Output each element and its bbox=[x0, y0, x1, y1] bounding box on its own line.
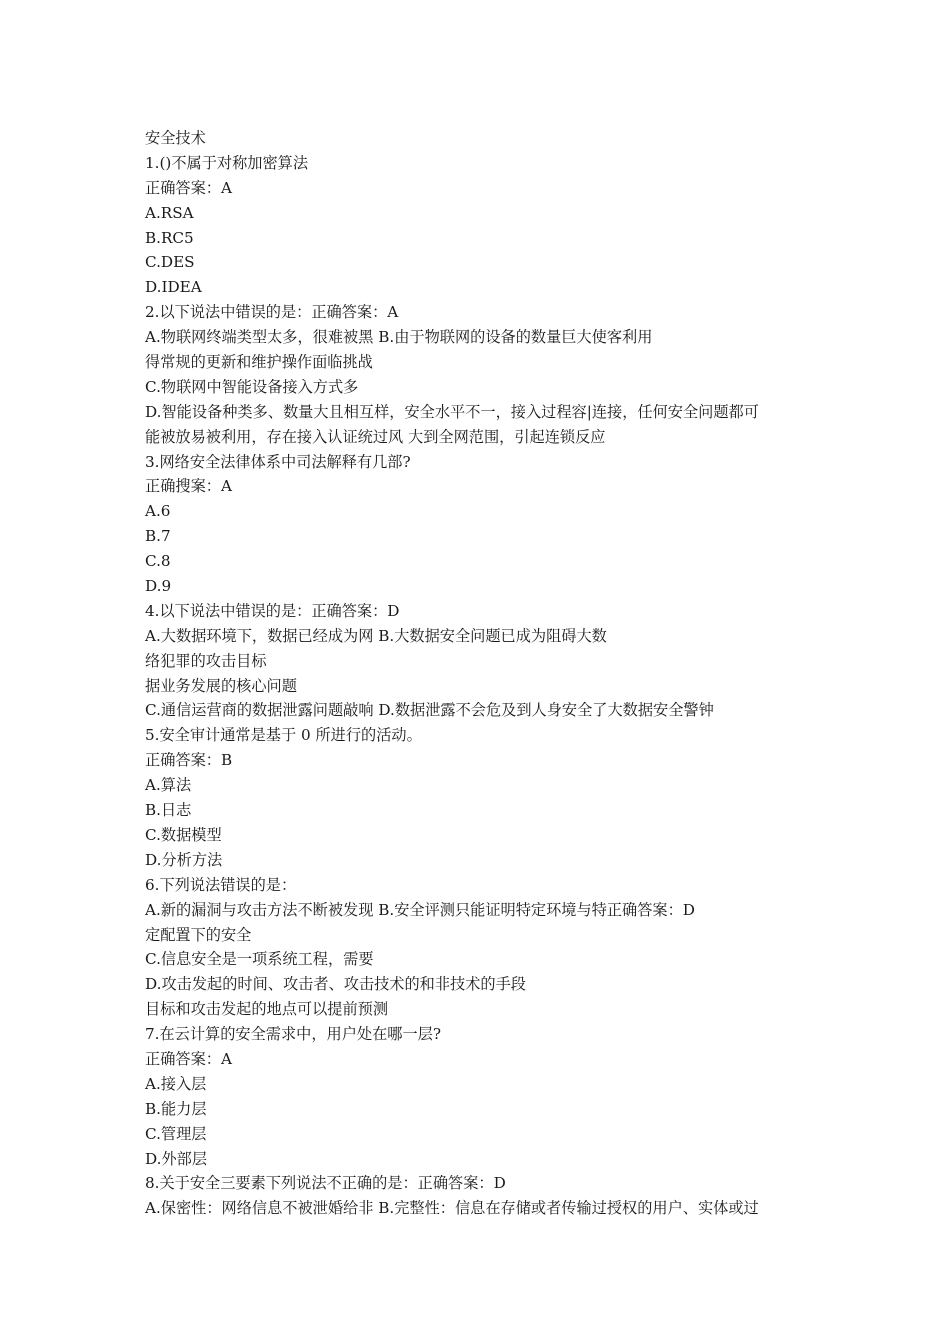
option-line: D.分析方法 bbox=[145, 850, 223, 869]
document-title: 安全技术 bbox=[145, 129, 206, 147]
document-body bbox=[145, 126, 825, 1221]
question-5: 5.安全审计通常是基于 0 所进行的活动。 bbox=[145, 726, 422, 745]
question-4: 4.以下说法中错误的是：正确答案：D bbox=[145, 601, 400, 620]
option-line: A.大数据环境下，数据已经成为网 B.大数据安全问题已成为阻碍大数 bbox=[145, 626, 607, 645]
option-continuation: 定配置下的安全 bbox=[145, 925, 252, 944]
option-line: C.数据模型 bbox=[145, 825, 222, 844]
option-line: A.接入层 bbox=[145, 1074, 207, 1093]
option-line: D.攻击发起的时间、攻击者、攻击技术的和非技术的手段 bbox=[145, 975, 526, 994]
option-continuation: 络犯罪的攻击目标 bbox=[145, 651, 267, 670]
option-line: B.日志 bbox=[145, 801, 192, 820]
option-line: A.物联网终端类型太多，很难被黑 B.由于物联网的设备的数量巨大使客利用 bbox=[145, 328, 653, 347]
option-line: A.6 bbox=[145, 502, 171, 521]
option-line: A.新的漏洞与攻击方法不断被发现 B.安全评测只能证明特定环境与特正确答案：D bbox=[145, 900, 695, 919]
option-line: D.智能设备种类多、数量大且相互样，安全水平不一，接入过程容|连接，任何安全问题都可 bbox=[145, 402, 759, 421]
answer-line: 正确答案：A bbox=[145, 178, 232, 197]
question-2: 2.以下说法中错误的是：正确答案：A bbox=[145, 303, 399, 322]
option-continuation: 据业务发展的核心问题 bbox=[145, 676, 297, 695]
option-line: C.DES bbox=[145, 253, 195, 272]
question-7: 7.在云计算的安全需求中，用户处在哪一层? bbox=[145, 1025, 442, 1044]
option-line: A.算法 bbox=[145, 776, 192, 795]
option-line: D.外部层 bbox=[145, 1149, 208, 1168]
question-6: 6.下列说法错误的是： bbox=[145, 875, 297, 894]
option-line: D.9 bbox=[145, 577, 172, 596]
question-8: 8.关于安全三要素下列说法不正确的是：正确答案：D bbox=[145, 1174, 506, 1193]
option-line: C.物联网中智能设备接入方式多 bbox=[145, 377, 359, 396]
option-line: A.保密性：网络信息不被泄婚给非 B.完整性：信息在存储或者传输过授权的用户、实体或过 bbox=[145, 1199, 759, 1218]
answer-line: 正确搜案：A bbox=[145, 477, 232, 496]
option-line: B.能力层 bbox=[145, 1099, 207, 1118]
option-line: C.8 bbox=[145, 552, 171, 571]
option-line: C.信息安全是一项系统工程，需要 bbox=[145, 950, 374, 969]
option-line: A.RSA bbox=[145, 203, 194, 222]
question-1: 1.()不属于对称加密算法 bbox=[145, 153, 309, 172]
option-continuation: 目标和攻击发起的地点可以提前预测 bbox=[145, 1000, 388, 1019]
question-3: 3.网络安全法律体系中司法解释有几部? bbox=[145, 452, 411, 471]
option-continuation: 能被放易被利用，存在接入认证统过风 大到全网范围，引起连锁反应 bbox=[145, 427, 606, 446]
option-continuation: 得常规的更新和维护操作面临挑战 bbox=[145, 353, 373, 372]
option-line: C.通信运营商的数据泄露问题敲响 D.数据泄露不会危及到人身安全了大数据安全警钟 bbox=[145, 701, 714, 720]
answer-line: 正确答案：A bbox=[145, 1049, 232, 1068]
option-line: B.RC5 bbox=[145, 228, 194, 247]
option-line: B.7 bbox=[145, 527, 171, 546]
option-line: D.IDEA bbox=[145, 278, 202, 297]
option-line: C.管理层 bbox=[145, 1124, 207, 1143]
answer-line: 正确答案：B bbox=[145, 751, 233, 770]
